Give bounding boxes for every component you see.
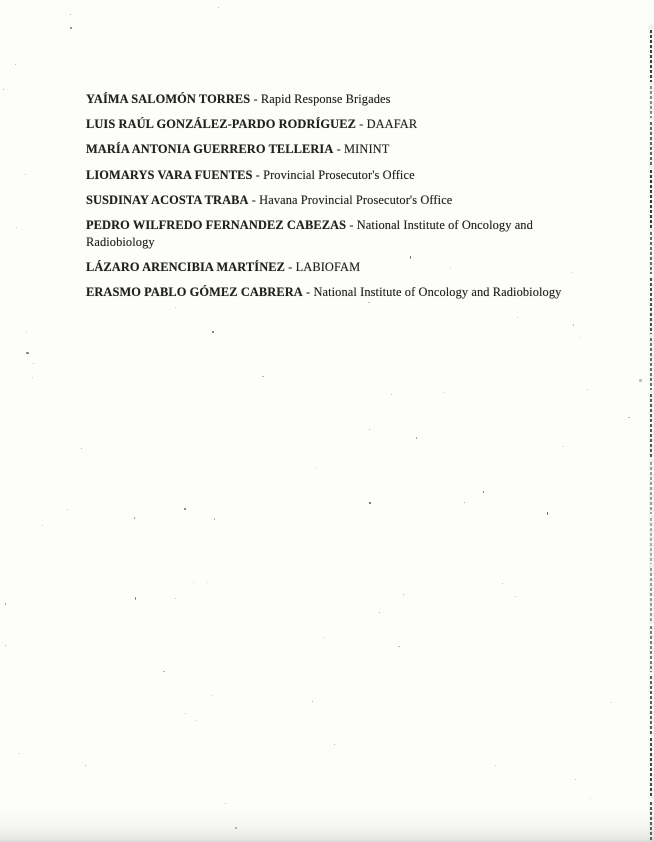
scan-speck [67, 509, 68, 510]
scan-speck [218, 7, 219, 8]
scan-speck [16, 227, 17, 228]
scan-speck [579, 337, 580, 338]
scanner-edge-segment [650, 462, 652, 514]
scan-speck [379, 612, 380, 613]
affiliation: LABIOFAM [295, 259, 361, 274]
scan-speck [515, 596, 516, 597]
separator: - [250, 92, 261, 106]
person-name: ERASMO PABLO GÓMEZ CABRERA [86, 285, 303, 300]
scanner-edge-segment [650, 86, 652, 118]
scan-speck [547, 512, 548, 515]
scan-speck [70, 14, 71, 15]
scan-speck [5, 603, 6, 605]
scan-speck [25, 174, 26, 175]
scan-speck [410, 256, 411, 259]
scan-speck [416, 437, 417, 439]
scan-speck [207, 582, 208, 583]
scan-speck [590, 798, 591, 799]
scan-speck [5, 645, 6, 646]
scanner-edge-segment [650, 122, 652, 166]
scan-speck [323, 637, 324, 638]
scan-speck [85, 765, 86, 766]
scan-speck [195, 720, 196, 721]
list-item [86, 192, 588, 209]
separator: - [284, 259, 296, 274]
scan-speck [26, 332, 27, 333]
person-name: YAÍMA SALOMÓN TORRES [86, 92, 251, 106]
scan-speck [368, 302, 370, 303]
scan-speck [163, 671, 165, 672]
scan-speck [403, 594, 404, 595]
affiliation: National Institute of Oncology and Radiobiology [313, 285, 562, 300]
scanner-edge-segment [650, 278, 652, 334]
scan-speck [235, 827, 237, 829]
scan-speck [502, 583, 503, 584]
scan-speck [639, 379, 642, 382]
scan-speck [444, 392, 445, 393]
scanner-edge-segment [650, 232, 652, 274]
person-name: LIOMARYS VARA FUENTES [86, 167, 253, 182]
scan-speck [312, 701, 313, 702]
scan-speck [32, 377, 33, 378]
scanner-edge-segment [650, 518, 652, 564]
signatory-list [86, 91, 588, 309]
scan-speck [369, 502, 371, 504]
scan-speck [563, 446, 564, 447]
person-name: LUIS RAÚL GONZÁLEZ-PARDO RODRÍGUEZ [86, 117, 356, 132]
scan-speck [587, 389, 588, 390]
scanner-edge-segment [650, 802, 652, 842]
scan-speck [135, 597, 136, 600]
scan-speck [42, 525, 43, 526]
affiliation: Provincial Prosecutor's Office [263, 167, 415, 182]
scan-speck [193, 582, 194, 583]
scan-speck [611, 702, 612, 703]
separator: - [346, 217, 357, 232]
scan-speck [369, 429, 370, 430]
scan-speck [184, 508, 186, 510]
scanner-edge-segment [650, 30, 652, 82]
separator: - [333, 142, 345, 157]
person-name: PEDRO WILFREDO FERNANDEZ CABEZAS [86, 217, 347, 232]
scan-speck [391, 394, 392, 395]
scan-speck [572, 272, 573, 273]
scanner-edge-segment [650, 394, 652, 458]
scan-speck [517, 317, 518, 318]
scan-speck [33, 363, 34, 364]
scan-speck [495, 765, 496, 766]
scanner-edge-segment [650, 626, 652, 672]
scan-speck [464, 502, 465, 503]
list-item [86, 259, 588, 276]
scan-speck [316, 467, 317, 468]
person-name: MARÍA ANTONIA GUERRERO TELLERIA [86, 142, 334, 157]
affiliation: DAAFAR [366, 117, 418, 132]
scan-speck [450, 268, 451, 269]
scan-speck [26, 352, 29, 354]
scanner-edge-segment [650, 676, 652, 734]
scan-speck [483, 491, 484, 493]
list-item [86, 167, 588, 184]
scan-speck [573, 324, 574, 326]
list-item [86, 141, 588, 158]
scan-speck [211, 695, 212, 696]
scan-speck [575, 779, 576, 780]
list-item [86, 284, 588, 301]
scan-speck [334, 744, 335, 745]
affiliation: Rapid Response Brigades [260, 92, 391, 106]
scan-speck [19, 753, 20, 754]
scan-speck [175, 598, 176, 599]
list-item [86, 217, 564, 251]
affiliation: MININT [344, 142, 390, 157]
scanner-edge-segment [650, 338, 652, 390]
separator: - [355, 117, 367, 132]
person-name: SUSDINAY ACOSTA TRABA [86, 192, 249, 207]
scan-speck [185, 713, 186, 714]
scan-speck [225, 803, 226, 804]
scan-speck [628, 417, 630, 418]
affiliation: National Institute of Oncology and Radiobiology [86, 217, 533, 249]
scan-speck [3, 89, 4, 90]
scan-speck [70, 27, 72, 29]
list-item [86, 91, 588, 108]
scan-speck [262, 376, 264, 377]
scan-speck [212, 331, 214, 333]
scan-speck [214, 518, 215, 520]
list-item [86, 116, 588, 133]
separator: - [302, 285, 314, 300]
separator: - [248, 192, 260, 207]
scan-speck [175, 307, 176, 308]
affiliation: Havana Provincial Prosecutor's Office [259, 192, 453, 207]
person-name: LÁZARO ARENCIBIA MARTÍNEZ [86, 259, 285, 274]
scanner-edge-segment [650, 170, 652, 228]
scan-speck [398, 646, 400, 647]
separator: - [252, 167, 264, 182]
scan-speck [134, 517, 135, 519]
scan-speck [81, 448, 82, 449]
scan-speck [15, 64, 16, 65]
scanner-edge-segment [650, 568, 652, 622]
scanner-edge-segment [650, 738, 652, 798]
page-bottom-edge-shading [0, 808, 654, 842]
